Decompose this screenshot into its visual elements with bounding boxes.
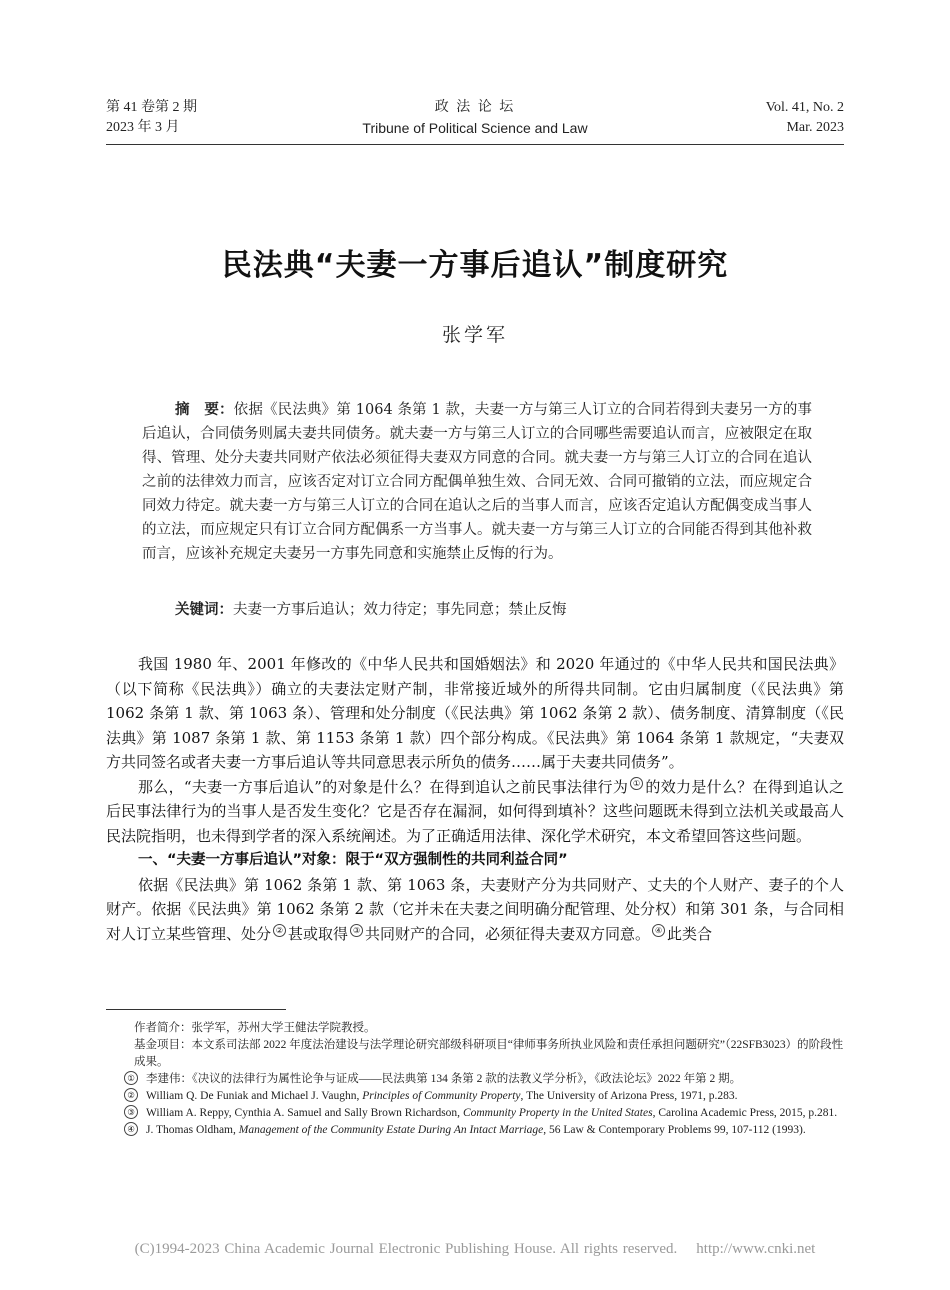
keywords [142,598,812,622]
footnote-number: ④ [124,1122,138,1136]
fund-info: 基金项目：本文系司法部 2022 年度法治建设与法学理论研究部级科研项目“律师事务所执业风险和责任承担问题研究”（22SFB3023）的阶段性成果。 [134,1039,844,1068]
footnote-number: ① [124,1071,138,1085]
volume-issue: 第 41 卷第 2 期 [106,100,197,115]
abstract-label: 摘 要： [175,402,234,418]
volume-issue-en: Vol. 41, No. 2 [765,100,844,115]
keywords-label: 关键词： [175,602,233,618]
footnotes [106,1020,844,1139]
footnote-number: ② [124,1088,138,1102]
author-intro: 作者简介：张学军，苏州大学王健法学院教授。 [134,1022,376,1034]
footnote-ref[interactable]: ① [630,777,643,790]
footnote-item: ① 李建伟：《决议的法律行为属性论争与证成——民法典第 134 条第 2 款的法教义学分析》，《政法论坛》2022 年第 2 期。 [106,1071,844,1088]
body-paragraph: 我国 1980 年、2001 年修改的《中华人民共和国婚姻法》和 2020 年通过的《中华人民共和国民法典》（以下简称《民法典》）确立的夫妻法定财产制，非常接近域外的所得共同制。它由归属制度（《民法典》第 1062 条第 1 款、第 1063 条）、管理和处分制度（《民法典》第 1062 条第 2 款）、债务制度、清算制度（《民法典》第 1087 条第 1 款、第 1153 条第 1 款）四个部分构成。《民法典》第 1064 条第 1 款规定，“夫妻双方共同签名或者夫妻一方事后追认等共同意思表示所负的债务……属于夫妻共同债务”。 [106,655,844,771]
article-author: 张学军 [441,324,508,346]
body-paragraph: 那么，“夫妻一方事后追认”的对象是什么？在得到追认之前民事法律行为 ① 的效力是什么？在得到追认之后民事法律行为的当事人是否发生变化？它是否存在漏洞，如何得到填补？这些问题既未得到立法机关或最高人民法院指明，也未得到学者的深入系统阐述。为了正确适用法律、深化学术研究，本文希望回答这些问题。 [106,777,844,845]
header-rule [106,144,844,145]
section-heading: 一、“夫妻一方事后追认”对象：限于“双方强制性的共同利益合同” [138,852,568,868]
publication-date: 2023 年 3 月 [106,120,180,135]
footnote-ref[interactable]: ③ [350,924,363,937]
footnote-item: ② William Q. De Funiak and Michael J. Vaughn, Principles of Community Property, The University of Arizona Press, 1971, p.283. [106,1088,844,1105]
journal-name-cn: 政 法 论 坛 [434,100,516,115]
copyright-notice: (C)1994-2023 China Academic Journal Electronic Publishing House. All rights reserved. http://www.cnki.net [134,1241,816,1257]
footnote-item: ③ William A. Reppy, Cynthia A. Samuel and Sally Brown Richardson, Community Property in the United States, Carolina Academic Press, 2015, p.281. [106,1105,844,1122]
abstract [142,398,812,566]
abstract-text: 依据《民法典》第 1064 条第 1 款，夫妻一方与第三人订立的合同若得到夫妻另一方的事后追认，合同债务则属夫妻共同债务。就夫妻一方与第三人订立的合同哪些需要追认而言，应被限定在取得、管理、处分夫妻共同财产依法必须征得夫妻双方同意的合同。就夫妻一方与第三人订立的合同在追认之前的法律效力而言，应该否定对订立合同方配偶单独生效、合同无效、合同可撤销的立法，而应规定合同效力待定。就夫妻一方与第三人订立的合同在追认之后的当事人而言，应该否定追认方配偶变成当事人的立法，而应规定只有订立合同方配偶系一方当事人。就夫妻一方与第三人订立的合同能否得到其他补救而言，应该补充规定夫妻另一方事先同意和实施禁止反悔的行为。 [142,402,813,562]
footnote-ref[interactable]: ② [273,924,286,937]
journal-name-en: Tribune of Political Science and Law [362,120,588,136]
footnote-rule [106,1009,286,1010]
footnote-item: ④ J. Thomas Oldham, Management of the Community Estate During An Intact Marriage, 56 Law & Contemporary Problems 99, 107-112 (1993). [106,1122,844,1139]
footnote-ref[interactable]: ④ [652,924,665,937]
footnote-number: ③ [124,1105,138,1119]
article-body [106,652,844,946]
body-paragraph: 依据《民法典》第 1062 条第 1 款、第 1063 条，夫妻财产分为共同财产、丈夫的个人财产、妻子的个人财产。依据《民法典》第 1062 条第 2 款（它并未在夫妻之间明确分配管理、处分权）和第 301 条，与合同相对人订立某些管理、处分 ② 甚或取得 ③ 共同财产的合同，必须征得夫妻双方同意。 ④ 此类合 [106,875,844,943]
article-title: 民法典“夫妻一方事后追认”制度研究 [221,248,729,283]
publication-date-en: Mar. 2023 [786,120,844,135]
keywords-text: 夫妻一方事后追认；效力待定；事先同意；禁止反悔 [233,602,567,618]
running-header-right [766,98,844,138]
